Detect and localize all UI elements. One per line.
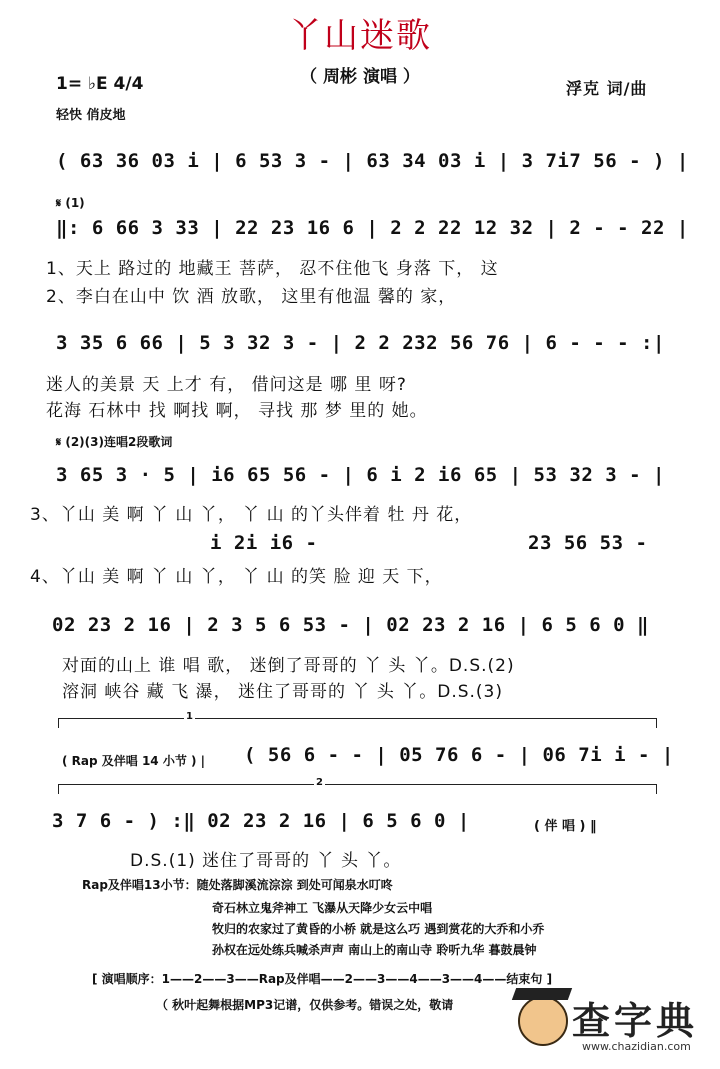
rap-label: ( Rap 及伴唱 14 小节 ) | <box>62 754 206 768</box>
section1-notes: ‖: 6 66 3 33 | 22 23 16 6 | 2 2 22 12 32 | 2 - - 22 | <box>56 217 689 239</box>
section5-notes: ( 56 6 - - | 05 76 6 - | 06 7i i - | <box>244 744 674 766</box>
section2-lyric-2: 花海 石林中 找 啊找 啊， 寻找 那 梦 里的 她。 <box>46 401 428 421</box>
site-watermark <box>510 988 715 1064</box>
section2-lyric-1: 迷人的美景 天 上才 有， 借问这是 哪 里 呀? <box>46 375 407 395</box>
volta-2-tick-right <box>656 784 657 794</box>
section6-tail: ( 伴 唱 ) ‖ <box>534 819 597 834</box>
volta-1-tick-right <box>656 718 657 728</box>
watermark-url: www.chazidian.com <box>582 1040 691 1053</box>
watermark-text: 查字典 <box>572 999 699 1043</box>
segno-mark-1: 𝄋 (1) <box>56 196 85 210</box>
volta-1-number: 1 <box>186 711 193 722</box>
section1-lyric-1: 1、天上 路过的 地藏王 菩萨， 忍不住他飞 身落 下， 这 <box>46 259 499 279</box>
intro-notes: ( 63 36 03 i | 6 53 3 - | 63 34 03 i | 3 7i7 56 - ) | <box>56 150 689 172</box>
section4-lyric-1: 对面的山上 谁 唱 歌， 迷倒了哥哥的 丫 头 丫。D.S.(2) <box>62 656 515 676</box>
mascot-icon <box>518 996 568 1046</box>
segno-mark-2: 𝄋 (2)(3)连唱2段歌词 <box>56 435 173 449</box>
key-signature: 1= ♭E 4/4 <box>56 74 144 94</box>
rap-line-2: 奇石林立鬼斧神工 飞瀑从天降少女云中唱 <box>212 901 433 915</box>
section6-lyric: D.S.(1) 迷住了哥哥的 丫 头 丫。 <box>130 851 402 871</box>
volta-1-bracket <box>58 718 656 719</box>
section2-notes: 3 35 6 66 | 5 3 32 3 - | 2 2 232 56 76 | 6 - - - :| <box>56 332 665 354</box>
section1-lyric-2: 2、李白在山中 饮 酒 放歌， 这里有他温 馨的 家， <box>46 287 457 307</box>
rap-line-4: 孙权在远处练兵喊杀声声 南山上的南山寺 聆听九华 暮鼓晨钟 <box>212 943 537 957</box>
rap-line-1: Rap及伴唱13小节：随处落脚溪流淙淙 到处可闻泉水叮咚 <box>82 878 393 892</box>
volta-2-number: 2 <box>316 777 323 788</box>
section3-notes: 3 65 3 · 5 | i6 65 56 - | 6 i 2 i6 65 | 53 32 3 - | <box>56 464 665 486</box>
performance-order: [ 演唱顺序：1——2——3——Rap及伴唱——2——3——4——3——4——结束句 ] <box>92 972 553 986</box>
section6-notes: 3 7 6 - ) :‖ 02 23 2 16 | 6 5 6 0 | <box>52 810 470 832</box>
volta-2-tick-left <box>58 784 59 794</box>
graduation-cap-icon <box>512 988 572 1000</box>
section3-alt-notes: i 2i i6 - <box>210 532 318 554</box>
volta-1-tick-left <box>58 718 59 728</box>
transcriber-note: （ 秋叶起舞根据MP3记谱，仅供参考。错误之处，敬请 <box>156 998 454 1012</box>
section3-lyric-2: 4、丫山 美 啊 丫 山 丫， 丫 山 的笑 脸 迎 天 下， <box>30 567 443 587</box>
section4-notes: 02 23 2 16 | 2 3 5 6 53 - | 02 23 2 16 | 6 5 6 0 ‖ <box>52 614 649 636</box>
volta-2-bracket <box>58 784 656 785</box>
section3-alt-notes-2: 23 56 53 - <box>528 532 648 554</box>
tempo-marking: 轻快 俏皮地 <box>56 108 126 123</box>
section4-lyric-2: 溶洞 峡谷 藏 飞 瀑， 迷住了哥哥的 丫 头 丫。D.S.(3) <box>62 682 503 702</box>
song-title: 丫山迷歌 <box>288 16 432 56</box>
singer-credit: （ 周彬 演唱 ） <box>300 67 420 87</box>
composer-credit: 浮克 词/曲 <box>566 79 648 98</box>
rap-line-3: 牧归的农家过了黄昏的小桥 就是这么巧 遇到赏花的大乔和小乔 <box>212 922 545 936</box>
section3-lyric-1: 3、丫山 美 啊 丫 山 丫， 丫 山 的丫头伴着 牡 丹 花， <box>30 505 473 525</box>
